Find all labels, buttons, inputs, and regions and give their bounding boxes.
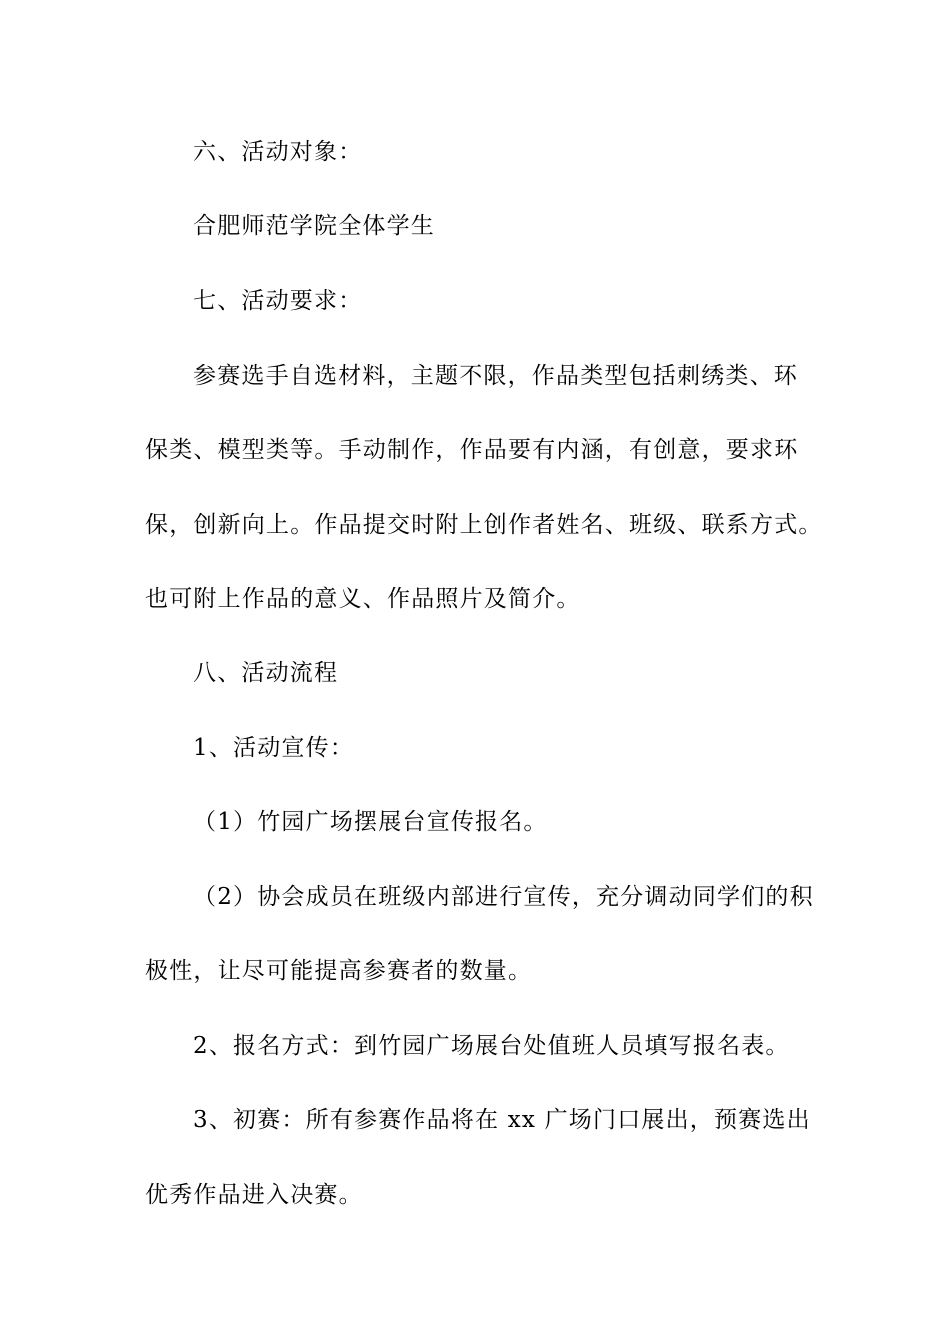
process-item-preliminary: 3、初赛：所有参赛作品将在 xx 广场门口展出，预赛选出: [193, 1107, 811, 1133]
requirements-paragraph-line: 参赛选手自选材料，主题不限，作品类型包括刺绣类、环: [193, 363, 798, 389]
requirements-paragraph-line: 也可附上作品的意义、作品照片及简介。: [145, 586, 581, 612]
activity-target-text: 合肥师范学院全体学生: [193, 213, 435, 239]
process-item-publicity: 1、活动宣传：: [193, 735, 355, 761]
publicity-subitem: （2）协会成员在班级内部进行宣传，充分调动同学们的积: [193, 884, 814, 910]
requirements-paragraph-line: 保类、模型类等。手动制作，作品要有内涵，有创意，要求环: [145, 437, 799, 463]
process-item-registration: 2、报名方式：到竹园广场展台处值班人员填写报名表。: [193, 1033, 790, 1059]
publicity-subitem-continuation: 极性，让尽可能提高参赛者的数量。: [145, 958, 533, 984]
section-heading-activity-target: 六、活动对象：: [193, 139, 363, 165]
requirements-paragraph-line: 保，创新向上。作品提交时附上创作者姓名、班级、联系方式。: [145, 512, 823, 538]
process-item-preliminary-continuation: 优秀作品进入决赛。: [145, 1182, 363, 1208]
section-heading-activity-process: 八、活动流程: [193, 660, 339, 686]
section-heading-activity-requirements: 七、活动要求：: [193, 288, 363, 314]
publicity-subitem: （1）竹园广场摆展台宣传报名。: [193, 809, 548, 835]
